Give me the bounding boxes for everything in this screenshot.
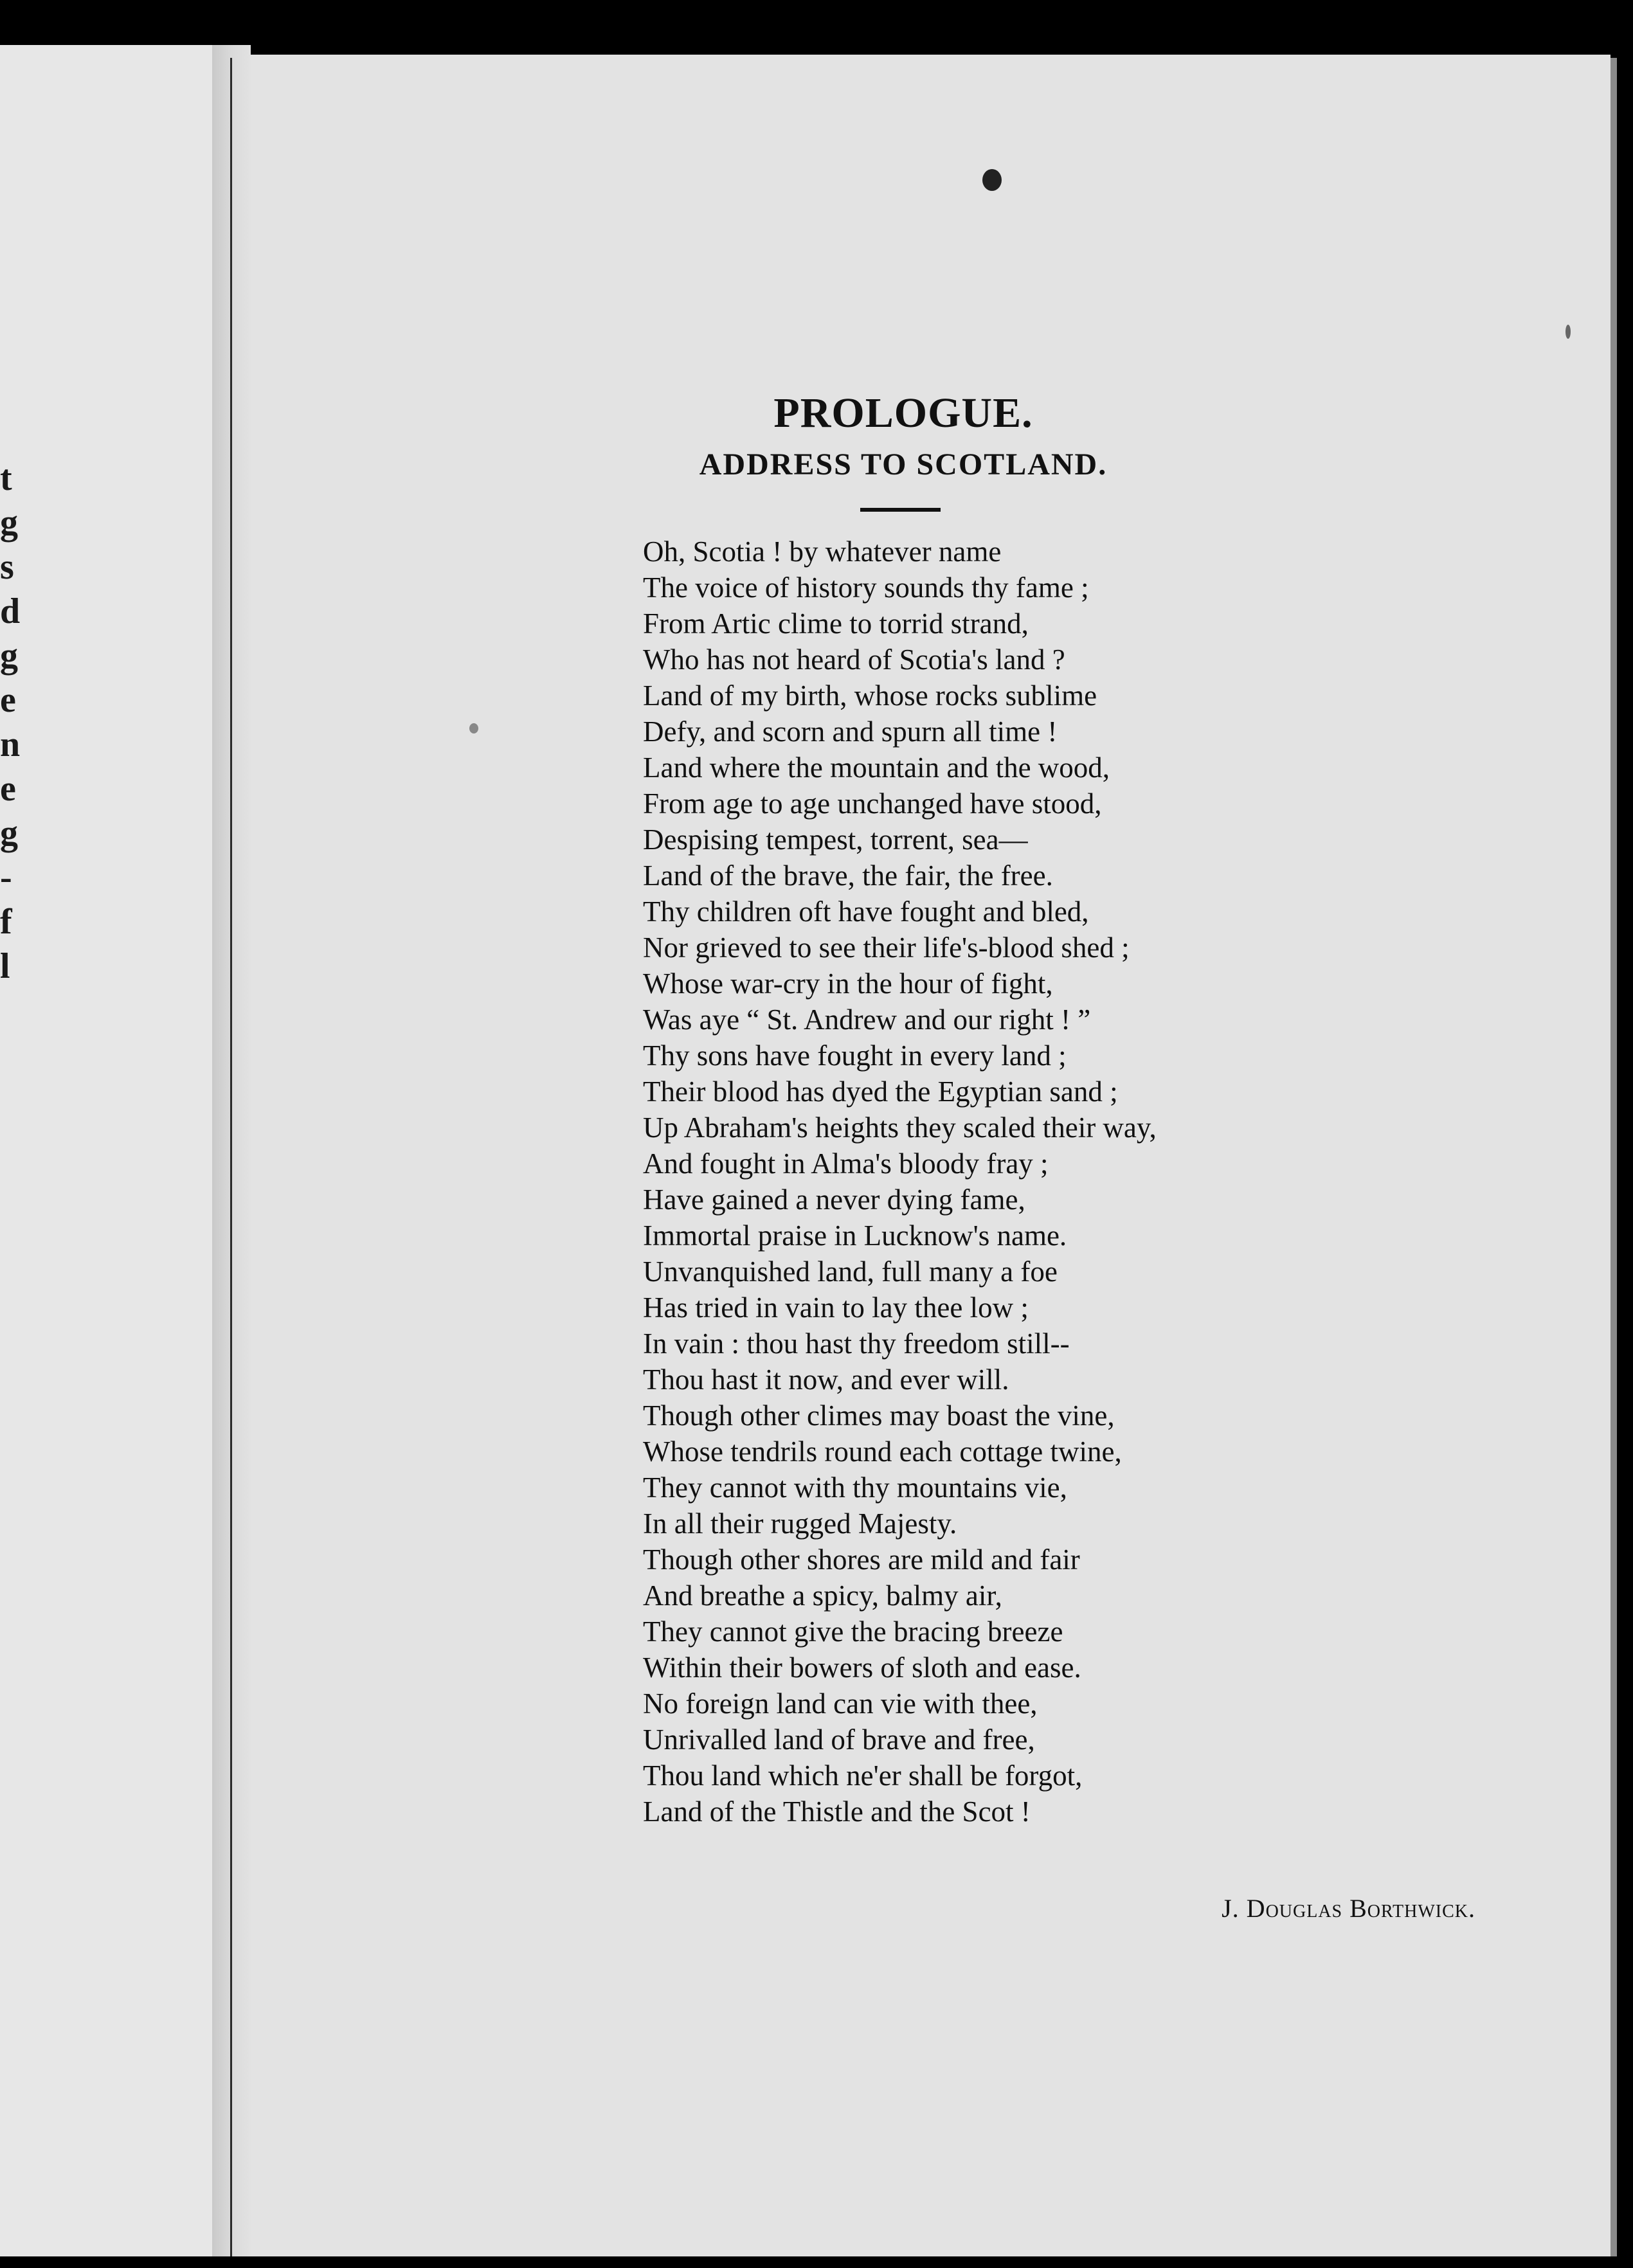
poem-line: Whose war-cry in the hour of fight, — [643, 968, 1053, 1000]
poem-line: And fought in Alma's bloody fray ; — [643, 1148, 1049, 1180]
poem-line: Whose tendrils round each cottage twine, — [643, 1436, 1122, 1468]
poem-line: Up Abraham's heights they scaled their way, — [643, 1112, 1157, 1144]
poem-line: Who has not heard of Scotia's land ? — [643, 644, 1065, 676]
poem-line: Land of my birth, whose rocks sublime — [643, 680, 1097, 712]
margin-letter: g — [0, 503, 18, 543]
page-title: PROLOGUE. — [773, 390, 1033, 437]
poem-body — [643, 534, 1543, 1830]
poem-line: Though other climes may boast the vine, — [643, 1400, 1115, 1432]
poem-line: Within their bowers of sloth and ease. — [643, 1652, 1081, 1684]
poem-line: Was aye “ St. Andrew and our right ! ” — [643, 1004, 1091, 1036]
poem-line: Has tried in vain to lay thee low ; — [643, 1292, 1029, 1324]
poem-line: No foreign land can vie with thee, — [643, 1688, 1038, 1720]
poem-line: From Artic clime to torrid strand, — [643, 608, 1029, 640]
margin-letter: d — [0, 591, 21, 631]
poem-line: Oh, Scotia ! by whatever name — [643, 536, 1002, 568]
poem-line: Thy children oft have fought and bled, — [643, 896, 1089, 928]
margin-letter: e — [0, 680, 16, 720]
margin-letter: s — [0, 547, 14, 587]
poem-line: Immortal praise in Lucknow's name. — [643, 1220, 1067, 1252]
poem-line: The voice of history sounds thy fame ; — [643, 572, 1089, 604]
poem-line: They cannot with thy mountains vie, — [643, 1472, 1067, 1504]
margin-letter: f — [0, 902, 12, 942]
poem-line: Have gained a never dying fame, — [643, 1184, 1025, 1216]
margin-letter: e — [0, 769, 16, 809]
cropped-margin-letters — [0, 456, 26, 989]
poem-line: Land of the Thistle and the Scot ! — [643, 1796, 1031, 1828]
poem-line: Unvanquished land, full many a foe — [643, 1256, 1058, 1288]
poem-author: J. Douglas Borthwick. — [1222, 1894, 1475, 1923]
poem-line: In vain : thou hast thy freedom still-- — [643, 1328, 1070, 1360]
poem-line: Land of the brave, the fair, the free. — [643, 860, 1053, 892]
margin-letter: g — [0, 636, 18, 676]
poem-line: Thou land which ne'er shall be forgot, — [643, 1760, 1083, 1792]
page-edge — [1610, 58, 1617, 2256]
page-content — [251, 55, 1610, 2256]
margin-letter: - — [0, 858, 12, 897]
poem-line: Thou hast it now, and ever will. — [643, 1364, 1009, 1396]
poem-line: Though other shores are mild and fair — [643, 1544, 1080, 1576]
page-subtitle: ADDRESS TO SCOTLAND. — [699, 447, 1108, 482]
poem-line: Nor grieved to see their life's-blood shed ; — [643, 932, 1130, 964]
poem-line: Land where the mountain and the wood, — [643, 752, 1110, 784]
margin-letter: t — [0, 458, 12, 498]
poem-line: Their blood has dyed the Egyptian sand ; — [643, 1076, 1118, 1108]
prologue-page — [251, 55, 1610, 2256]
poem-line: Despising tempest, torrent, sea— — [643, 824, 1028, 856]
poem-line: They cannot give the bracing breeze — [643, 1616, 1063, 1648]
poem-line: Unrivalled land of brave and free, — [643, 1724, 1035, 1756]
title-rule — [860, 508, 941, 512]
margin-letter: l — [0, 946, 10, 986]
margin-letter: g — [0, 813, 18, 853]
poem-line: In all their rugged Majesty. — [643, 1508, 957, 1540]
poem-line: And breathe a spicy, balmy air, — [643, 1580, 1002, 1612]
gutter-line — [230, 58, 232, 2256]
left-page-fragment — [0, 45, 212, 2256]
margin-letter: n — [0, 724, 21, 764]
poem-line: Defy, and scorn and spurn all time ! — [643, 716, 1058, 748]
poem-line: From age to age unchanged have stood, — [643, 788, 1102, 820]
poem-line: Thy sons have fought in every land ; — [643, 1040, 1067, 1072]
